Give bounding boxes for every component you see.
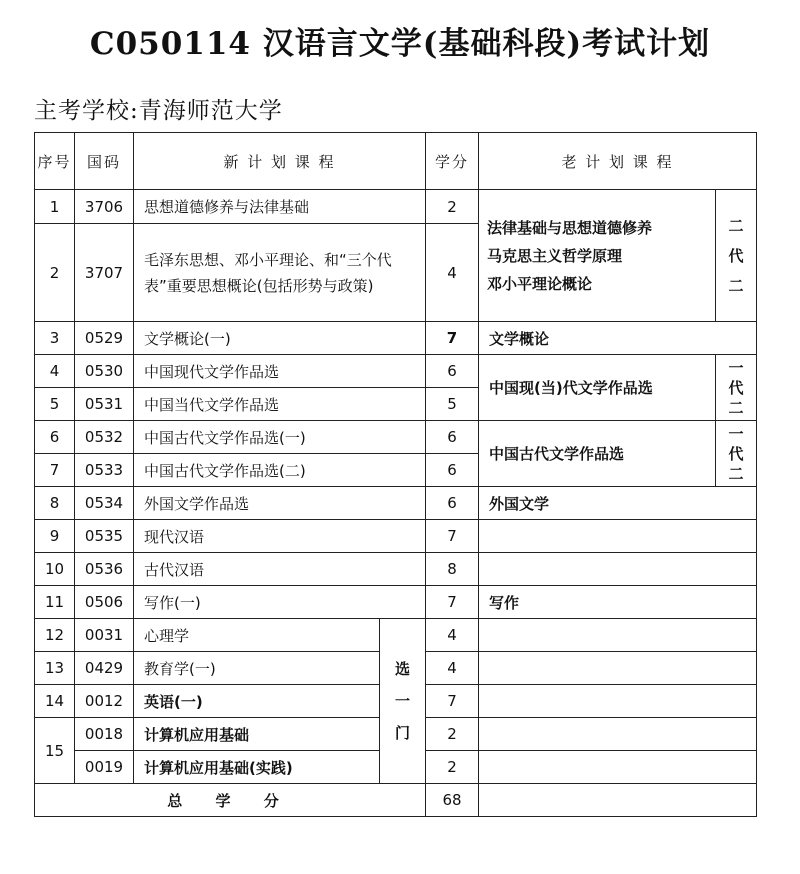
note-char: 代: [728, 246, 744, 265]
row-course: 写作(一): [134, 586, 426, 619]
table-row: [35, 619, 757, 652]
row-no: 11: [35, 586, 75, 619]
note-char: 二: [728, 464, 744, 483]
row-code: 0534: [75, 487, 134, 520]
table-row: [35, 586, 757, 619]
table-row: [35, 421, 757, 454]
row-course: 毛泽东思想、邓小平理论、和“三个代表”重要思想概论(包括形势与政策): [134, 224, 426, 322]
row-no: 9: [35, 520, 75, 553]
row-no: 1: [35, 190, 75, 224]
row-course: 文学概论(一): [134, 322, 426, 355]
row-credit: 6: [426, 487, 479, 520]
header-no: 序号: [35, 133, 75, 190]
old-course-foreign-literature: 外国文学: [479, 487, 757, 520]
total-label: 总 学 分: [35, 784, 426, 817]
row-no: 8: [35, 487, 75, 520]
table-row: [35, 355, 757, 388]
note-char: 二: [728, 398, 744, 417]
old-course-modern-literature: 中国现(当)代文学作品选: [479, 355, 716, 421]
table-row: [35, 553, 757, 586]
row-code: 0429: [75, 652, 134, 685]
row-code: 0529: [75, 322, 134, 355]
row-code: 0530: [75, 355, 134, 388]
old-course-empty: [479, 784, 757, 817]
row-no: 15: [35, 718, 75, 784]
row-course: 中国当代文学作品选: [134, 388, 426, 421]
row-course: 思想道德修养与法律基础: [134, 190, 426, 224]
row-course: 现代汉语: [134, 520, 426, 553]
row-no: 5: [35, 388, 75, 421]
row-code: 0506: [75, 586, 134, 619]
row-no: 10: [35, 553, 75, 586]
header-old-course: 老 计 划 课 程: [479, 133, 757, 190]
row-no: 12: [35, 619, 75, 652]
old-course-ancient-literature: 中国古代文学作品选: [479, 421, 716, 487]
total-row: [35, 784, 757, 817]
row-credit: 4: [426, 224, 479, 322]
elective-char: 门: [395, 724, 411, 742]
row-credit: 2: [426, 190, 479, 224]
note-char: 一: [728, 358, 744, 377]
row-no: 2: [35, 224, 75, 322]
row-code: 0535: [75, 520, 134, 553]
elective-char: 一: [395, 692, 411, 710]
row-course: 中国古代文学作品选(二): [134, 454, 426, 487]
row-credit: 7: [426, 685, 479, 718]
row-code: 0532: [75, 421, 134, 454]
row-credit: 6: [426, 421, 479, 454]
row-course: 教育学(一): [134, 652, 380, 685]
row-no: 13: [35, 652, 75, 685]
row-code: 3706: [75, 190, 134, 224]
row-credit: 2: [426, 718, 479, 751]
row-credit: 6: [426, 355, 479, 388]
table-row: [35, 487, 757, 520]
header-code: 国码: [75, 133, 134, 190]
page-title: C050114 汉语言文学(基础科段)考试计划: [89, 26, 711, 62]
old-course-writing: 写作: [479, 586, 757, 619]
school-name: 主考学校:青海师范大学: [34, 98, 283, 124]
note-char: 二: [728, 276, 744, 295]
row-code: 3707: [75, 224, 134, 322]
elective-marker: [380, 619, 426, 784]
row-code: 0533: [75, 454, 134, 487]
row-code: 0536: [75, 553, 134, 586]
old-course-note: [716, 190, 757, 322]
row-code: 0019: [75, 751, 134, 784]
row-credit: 5: [426, 388, 479, 421]
row-no: 3: [35, 322, 75, 355]
note-char: 二: [728, 216, 744, 235]
row-no: 14: [35, 685, 75, 718]
row-credit: 8: [426, 553, 479, 586]
table-row: [35, 322, 757, 355]
row-course: 外国文学作品选: [134, 487, 426, 520]
old-course-empty: [479, 652, 757, 685]
row-no: 6: [35, 421, 75, 454]
row-code: 0031: [75, 619, 134, 652]
old-course-empty: [479, 520, 757, 553]
row-course: 中国古代文学作品选(一): [134, 421, 426, 454]
row-credit: 6: [426, 454, 479, 487]
row-code: 0012: [75, 685, 134, 718]
exam-plan-table: [34, 132, 757, 817]
total-credit: 68: [426, 784, 479, 817]
row-course: 心理学: [134, 619, 380, 652]
row-course: 古代汉语: [134, 553, 426, 586]
old-course-empty: [479, 751, 757, 784]
row-course: 计算机应用基础: [134, 718, 380, 751]
note-char: 一: [728, 424, 744, 443]
elective-char: 选: [395, 660, 411, 678]
row-credit: 7: [426, 520, 479, 553]
row-credit: 4: [426, 652, 479, 685]
old-course-group-politics: [479, 190, 716, 322]
old-course-empty: [479, 619, 757, 652]
row-code: 0531: [75, 388, 134, 421]
old-course-item: 邓小平理论概论: [487, 274, 593, 293]
row-course: 中国现代文学作品选: [134, 355, 426, 388]
row-code: 0018: [75, 718, 134, 751]
header-new-course: 新 计 划 课 程: [134, 133, 426, 190]
row-no: 7: [35, 454, 75, 487]
old-course-literary-theory: 文学概论: [479, 322, 757, 355]
note-char: 代: [728, 444, 744, 463]
row-course: 英语(一): [134, 685, 380, 718]
row-credit: 4: [426, 619, 479, 652]
header-row: [35, 133, 757, 190]
old-course-note: [716, 421, 757, 487]
note-char: 代: [728, 378, 744, 397]
old-course-note: [716, 355, 757, 421]
old-course-item: 马克思主义哲学原理: [487, 246, 623, 265]
row-credit: 7: [426, 586, 479, 619]
table-row: [35, 190, 757, 224]
header-credit: 学分: [426, 133, 479, 190]
old-course-empty: [479, 553, 757, 586]
old-course-empty: [479, 685, 757, 718]
old-course-empty: [479, 718, 757, 751]
table-row: [35, 520, 757, 553]
row-course: 计算机应用基础(实践): [134, 751, 380, 784]
row-no: 4: [35, 355, 75, 388]
row-credit: 2: [426, 751, 479, 784]
old-course-item: 法律基础与思想道德修养: [487, 218, 653, 237]
row-credit: 7: [426, 322, 479, 355]
